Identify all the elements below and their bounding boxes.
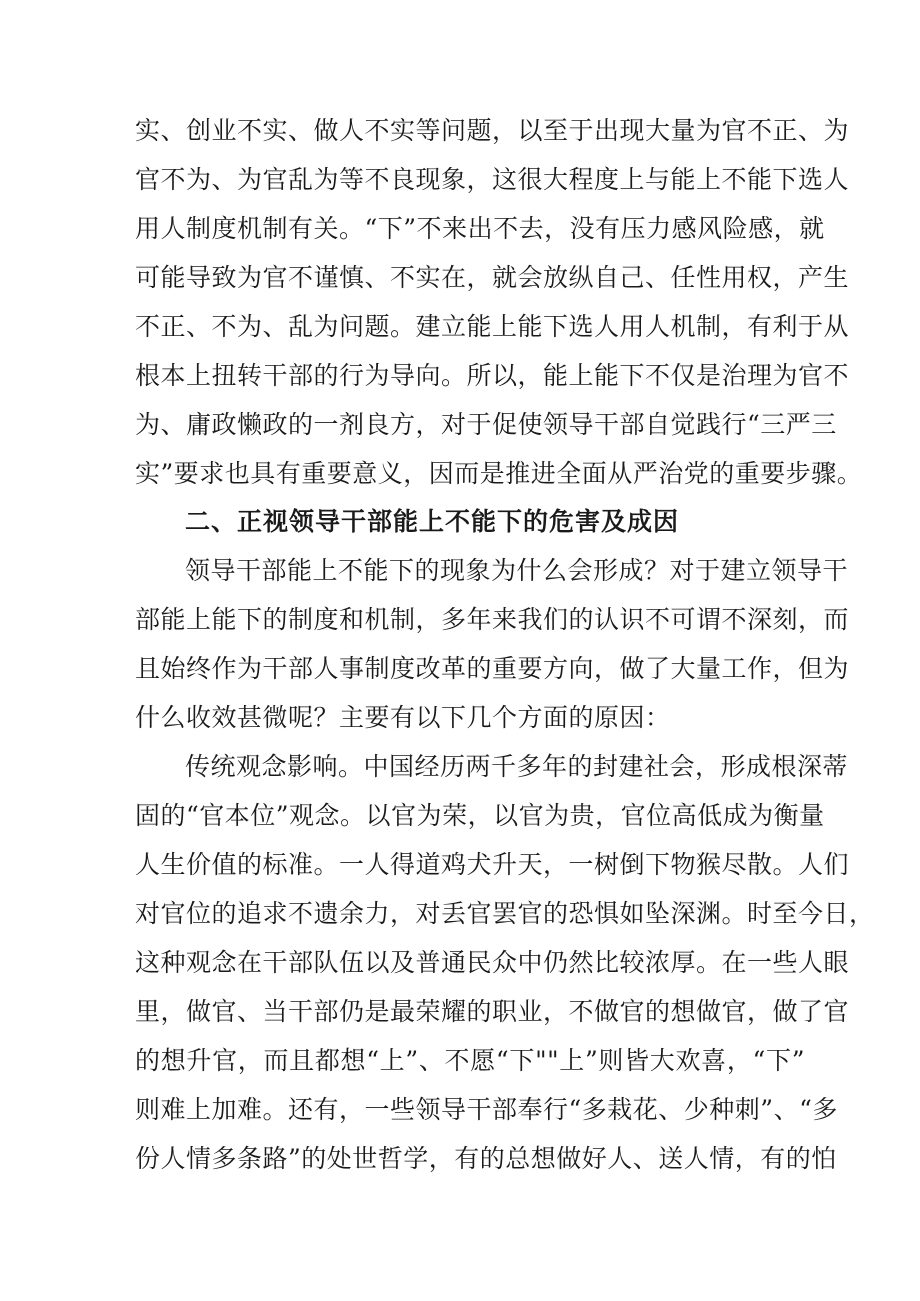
- section-heading: 二、正视领导干部能上不能下的危害及成因: [185, 507, 680, 536]
- paragraph-line: 人生价值的标准。一人得道鸡犬升天，一树倒下物猴尽散。人们: [135, 850, 850, 879]
- paragraph-line: 根本上扭转干部的行为导向。所以，能上能下不仅是治理为官不: [135, 361, 850, 390]
- paragraph-line: 不正、不为、乱为问题。建立能上能下选人用人机制，有利于从: [135, 312, 850, 341]
- paragraph-line: 则难上加难。还有，一些领导干部奉行“多栽花、少种刺”、“多: [135, 1095, 838, 1124]
- paragraph-line: 可能导致为官不谨慎、不实在，就会放纵自己、任性用权，产生: [135, 263, 850, 292]
- paragraph-line: 这种观念在干部队伍以及普通民众中仍然比较浓厚。在一些人眼: [135, 948, 850, 977]
- paragraph-line: 固的“官本位”观念。以官为荣，以官为贵，官位高低成为衡量: [135, 801, 825, 830]
- paragraph-line: 实”要求也具有重要意义，因而是推进全面从严治党的重要步骤。: [135, 459, 863, 488]
- paragraph-line: 传统观念影响。中国经历两千多年的封建社会，形成根深蒂: [185, 752, 849, 781]
- paragraph-line: 且始终作为干部人事制度改革的重要方向，做了大量工作，但为: [135, 654, 850, 683]
- paragraph-line: 官不为、为官乱为等不良现象，这很大程度上与能上不能下选人: [135, 165, 850, 194]
- paragraph-line: 份人情多条路”的处世哲学，有的总想做好人、送人情，有的怕: [135, 1144, 837, 1173]
- paragraph-line: 为、庸政懒政的一剂良方，对于促使领导干部自觉践行“三严三: [135, 410, 837, 439]
- paragraph-line: 领导干部能上不能下的现象为什么会形成？对于建立领导干: [185, 556, 849, 585]
- paragraph-line: 什么收效甚微呢？主要有以下几个方面的原因：: [135, 703, 671, 732]
- paragraph-line: 实、创业不实、做人不实等问题，以至于出现大量为官不正、为: [135, 116, 850, 145]
- paragraph-line: 对官位的追求不遗余力，对丢官罢官的恐惧如坠深渊。时至今日，: [135, 899, 875, 928]
- paragraph-line: 用人制度机制有关。“下”不来出不去，没有压力感风险感，就: [135, 214, 825, 243]
- paragraph-line: 里，做官、当干部仍是最荣耀的职业，不做官的想做官，做了官: [135, 997, 850, 1026]
- paragraph-line: 的想升官，而且都想“上”、不愿“下""上”则皆大欢喜，“下”: [135, 1046, 805, 1075]
- paragraph-line: 部能上能下的制度和机制，多年来我们的认识不可谓不深刻，而: [135, 605, 850, 634]
